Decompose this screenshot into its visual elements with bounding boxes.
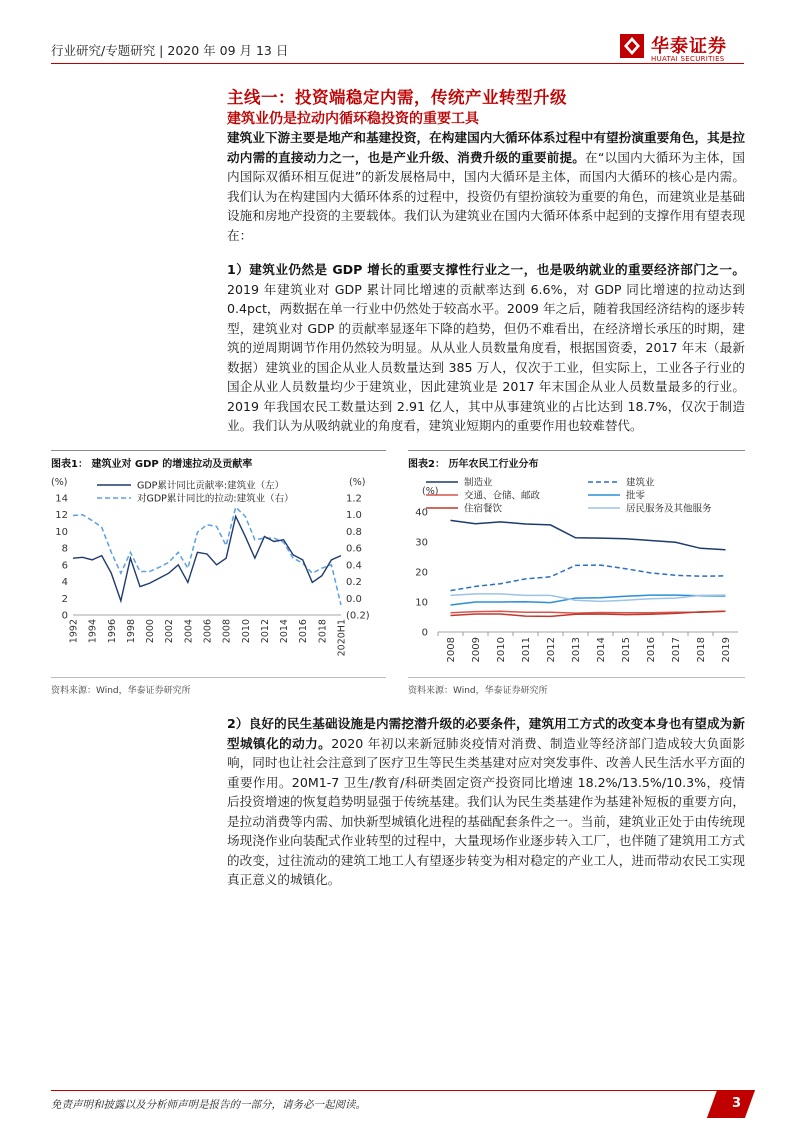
chart2-xtick-label: 2019 <box>721 637 732 663</box>
figure2-top-rule <box>408 450 745 451</box>
chart1-xtick-label: 2000 <box>145 619 157 644</box>
point1-paragraph <box>227 260 745 436</box>
figure2-title: 图表2： 历年农民工行业分布 <box>408 459 539 470</box>
chart1-xtick-label: 2014 <box>279 619 291 644</box>
chart1-xtick-label: 1996 <box>106 619 118 644</box>
chart1-ytick-right: 1.2 <box>346 493 362 505</box>
chart1-xtick-label: 2016 <box>298 619 310 644</box>
chart1-xtick-label: 2010 <box>240 619 252 644</box>
figure1-chart <box>51 470 391 675</box>
section-title: 主线一：投资端稳定内需，传统产业转型升级 <box>227 88 567 107</box>
chart2-xtick-label: 2011 <box>521 637 532 663</box>
chart2-unit: (%) <box>422 486 439 497</box>
chart1-xtick-label: 1992 <box>68 619 80 644</box>
chart1-ytick-left: 8 <box>61 543 68 555</box>
chart1-xtick-label: 1994 <box>87 619 99 644</box>
figure2-source: 资料来源：Wind，华泰证券研究所 <box>408 686 548 696</box>
footer-disclaimer: 免责声明和披露以及分析师声明是报告的一部分，请务必一起阅读。 <box>51 1099 366 1111</box>
chart1-xtick-label: 2004 <box>183 619 195 644</box>
intro-lead: 建筑业下游主要是地产和基建投资，在构建国内大循环体系过程中有望扮演重要角色，其是拉动内需的直接动力之一，也是产业升级、消费升级的重要前提。 <box>227 130 745 165</box>
chart1-legend-label: GDP累计同比贡献率:建筑业（左） <box>137 480 285 492</box>
chart1-ytick-left: 10 <box>55 526 68 538</box>
chart2-legend-label: 住宿餐饮 <box>464 503 503 515</box>
chart2-legend-label: 交通、仓储、邮政 <box>464 490 541 502</box>
chart1-xtick-label: 2008 <box>221 619 233 644</box>
point1-lead: 1）建筑业仍然是 GDP 增长的重要支撑性行业之一，也是吸纳就业的重要经济部门之一。 <box>227 262 745 277</box>
chart1-ytick-right: 0.2 <box>346 577 362 589</box>
chart1-ytick-left: 0 <box>61 610 68 622</box>
chart1-ytick-left: 2 <box>61 593 68 605</box>
chart2-series-line-1 <box>451 520 726 549</box>
footer-divider <box>51 1090 744 1091</box>
intro-paragraph <box>227 128 745 245</box>
chart2-ytick: 30 <box>415 537 428 549</box>
chart2-ytick: 0 <box>421 627 428 639</box>
chart1-ytick-right: 0.6 <box>346 543 362 555</box>
figure1-source: 资料来源：Wind，华泰证券研究所 <box>51 686 191 696</box>
figure1-top-rule <box>51 450 386 451</box>
chart2-xtick-label: 2013 <box>571 637 582 663</box>
chart1-xtick-label: 2002 <box>164 619 176 644</box>
chart2-xtick-label: 2018 <box>696 637 707 663</box>
chart2-xtick-label: 2017 <box>671 637 682 663</box>
chart1-series-contribution-pull <box>73 507 341 605</box>
chart1-ytick-left: 12 <box>55 510 68 522</box>
brand-name-en: HUATAI SECURITIES <box>651 55 725 63</box>
chart2-ytick: 20 <box>415 567 428 579</box>
figure2-chart <box>408 470 748 675</box>
point1-body: 2019 年建筑业对 GDP 累计同比增速的贡献率达到 6.6%，对 GDP 同比增速的拉动达到 0.4pct，两数据在单一行业中仍然处于较高水平。2009 年之后，随着我国经济结构的逐步转型，建筑业对 GDP 的贡献率显逐年下降的趋势，但仍不难看出，在经济增长承压的时期，建筑的逆周期调节作用仍然较为明显。从从业人员数量角度看，根据国资委，2017 年末（最新数据）建筑业的国企从业人员数量达到 385 万人，仅次于工业，但实际上，工业各子行业的国企从业人员数量均少于建筑业，因此建筑业是 2017 年末国企从业人员数量最多的行业。2019 年我国农民工数量达到 2.91 亿人，其中从事建筑业的占比达到 18.7%，仅次于制造业。我们认为从吸纳就业的角度看，建筑业短期内的重要作用也较难替代。 <box>227 281 745 433</box>
header-divider <box>51 63 744 64</box>
intro-body: 在“以国内大循环为主体，国内国际双循环相互促进”的新发展格局中，国内大循环是主体，而国内大循环的核心是内需。我们认为在构建国内大循环体系的过程中，投资仍有望扮演较为重要的角色，而建筑业是基础设施和房地产投资的主要载体。我们认为建筑业在国内大循环体系中起到的支撑作用有望表现在： <box>227 149 745 243</box>
chart1-legend-label: 对GDP累计同比的拉动:建筑业（右） <box>137 493 294 505</box>
chart1-ytick-right: 0.8 <box>346 526 362 538</box>
chart1-xtick-label: 2020H1 <box>336 619 348 657</box>
chart1-ytick-right: 1.0 <box>346 510 362 522</box>
chart1-ytick-left: 4 <box>61 577 68 589</box>
section-subtitle: 建筑业仍是拉动内循环稳投资的重要工具 <box>227 111 479 127</box>
chart1-ytick-left: 6 <box>61 560 68 572</box>
chart1-unit-right: (%) <box>349 477 366 488</box>
point2-body: 2020 年初以来新冠肺炎疫情对消费、制造业等经济部门造成较大负面影响，同时也让社会注意到了医疗卫生等民生类基建对应对突发事件、改善人民生活水平方面的重要作用。20M1-7 卫生/教育/科研类固定资产投资同比增速 18.2%/13.5%/10.3%，疫情后投资增速的恢复趋势明显强于传统基建。我们认为民生类基建作为基建补短板的重要方向，是拉动消费等内需、加快新型城镇化进程的基础配套条件之一。当前，建筑业正处于由传统现场现浇作业向装配式作业转型的过程中，大量现场作业逐步转入工厂，也伴随了建筑用工方式的改变，过往流动的建筑工地工人有望逐步转变为相对稳定的产业工人，进而带动农民工实现真正意义的城镇化。 <box>227 735 745 887</box>
chart2-ytick: 10 <box>415 597 428 609</box>
figure1-bottom-rule <box>51 677 386 678</box>
chart1-xtick-label: 2018 <box>317 619 329 644</box>
chart1-xtick-label: 2006 <box>202 619 214 644</box>
chart2-xtick-label: 2009 <box>471 637 482 663</box>
figure1-title: 图表1： 建筑业对 GDP 的增速拉动及贡献率 <box>51 459 253 470</box>
chart1-ytick-right: 0.4 <box>346 560 362 572</box>
chart2-xtick-label: 2015 <box>621 637 632 663</box>
chart1-ytick-right: (0.2) <box>346 610 370 622</box>
point2-paragraph <box>227 714 745 890</box>
page-number: 3 <box>732 1096 742 1111</box>
chart1-ytick-right: 0.0 <box>346 593 362 605</box>
chart2-xtick-label: 2016 <box>646 637 657 663</box>
chart2-xtick-label: 2010 <box>496 637 507 663</box>
point2-lead: 2）良好的民生基础设施是内需挖潜升级的必要条件，建筑用工方式的改变本身也有望成为新型城镇化的动力。 <box>227 716 745 751</box>
chart1-series-contribution-rate <box>73 516 341 600</box>
chart1-ytick-left: 14 <box>55 493 68 505</box>
chart1-unit-left: (%) <box>51 477 68 488</box>
chart1-xtick-label: 2012 <box>259 619 271 644</box>
brand-name: 华泰证券 <box>651 36 727 57</box>
report-header: 行业研究/专题研究 | 2020 年 09 月 13 日 <box>51 43 289 58</box>
chart2-ytick: 40 <box>415 507 428 519</box>
chart2-legend-label: 批零 <box>626 490 646 502</box>
page-number-badge <box>707 1090 755 1118</box>
chart2-xtick-label: 2014 <box>596 637 607 663</box>
chart1-xtick-label: 1998 <box>125 619 137 644</box>
figure2-bottom-rule <box>408 677 745 678</box>
chart2-xtick-label: 2008 <box>446 637 457 663</box>
chart2-series-line-2 <box>451 565 726 591</box>
huatai-logo-icon <box>620 34 644 58</box>
chart2-xtick-label: 2012 <box>546 637 557 663</box>
chart2-legend-label: 建筑业 <box>626 477 655 489</box>
chart2-legend-label: 居民服务及其他服务 <box>626 503 712 515</box>
chart2-legend-label: 制造业 <box>464 477 493 489</box>
